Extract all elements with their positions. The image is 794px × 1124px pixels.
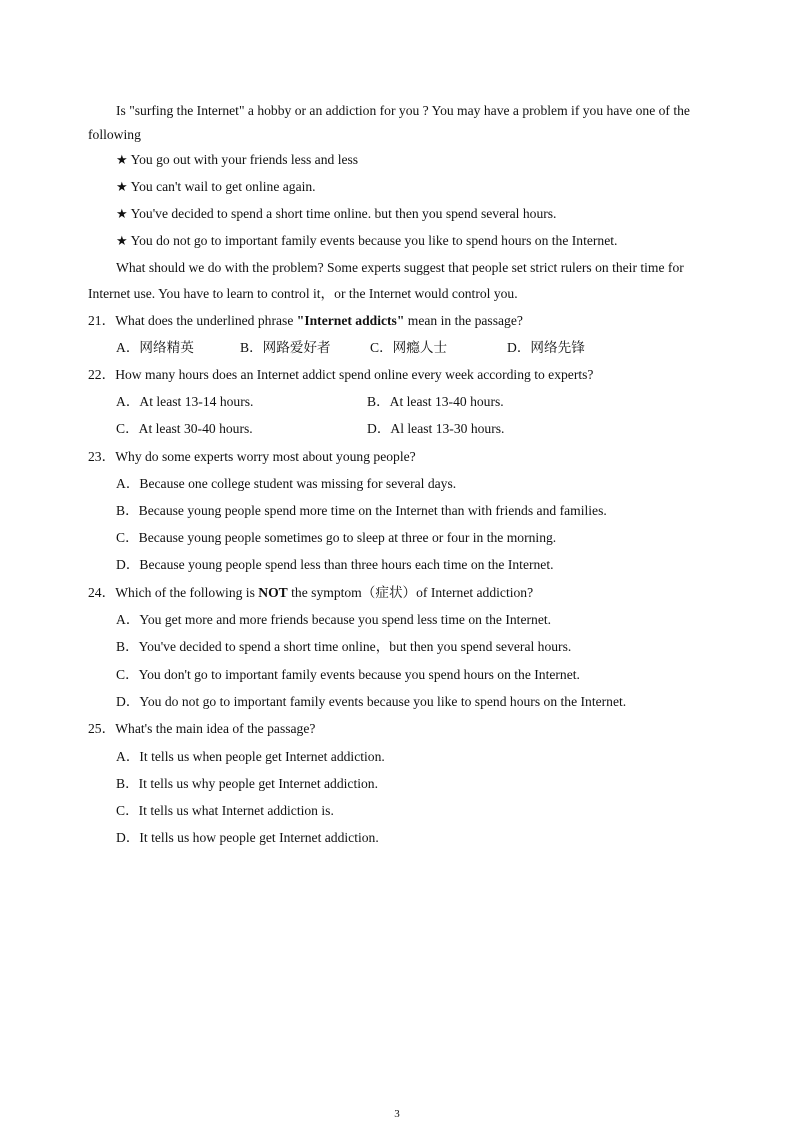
option-c[interactable]: C．网瘾人士 [370,340,448,355]
star-icon: ★ [116,207,128,222]
option-a[interactable]: A．网络精英 [116,340,194,355]
option-a[interactable]: A．It tells us when people get Internet addiction. [116,749,385,764]
question-21-options [116,339,716,357]
bullet-item [116,205,556,224]
bullet-item [116,151,358,170]
option-b[interactable]: B．You've decided to spend a short time online，but then you spend several hours. [116,639,572,654]
question-text: What does the underlined phrase [115,313,297,328]
option-b[interactable]: B．网路爱好者 [240,340,331,355]
bullet-text: You go out with your friends less and less [130,152,359,167]
passage-paragraph-1-line-2: following [88,127,141,142]
question-24 [88,584,533,602]
question-text-end: the symptom（症状）of Internet addiction? [287,585,534,600]
question-25 [88,720,315,738]
option-c[interactable]: C．Because young people sometimes go to sleep at three or four in the morning. [116,530,557,545]
option-d[interactable]: D．You do not go to important family events because you like to spend hours on the Internet. [116,694,627,709]
passage-paragraph-1-line-1: Is "surfing the Internet" a hobby or an addiction for you ? You may have a problem if you have one of the [116,103,690,118]
question-text: Which of the following is [115,585,259,600]
option-d[interactable]: D．网络先锋 [507,340,585,355]
option-a[interactable]: A．At least 13-14 hours. [116,394,254,409]
question-text: Why do some experts worry most about young people? [115,449,416,464]
option-d[interactable]: D．Al least 13-30 hours. [367,421,505,436]
option-d[interactable]: D．It tells us how people get Internet addiction. [116,830,379,845]
question-number: 24． [88,585,116,600]
option-b[interactable]: B．It tells us why people get Internet addiction. [116,776,378,791]
option-c[interactable]: C．At least 30-40 hours. [116,421,253,436]
bullet-text: You've decided to spend a short time online. but then you spend several hours. [130,206,557,221]
question-21 [88,312,523,330]
question-text: What's the main idea of the passage? [115,721,316,736]
question-text-end: mean in the passage? [404,313,523,328]
option-c[interactable]: C．You don't go to important family events because you spend hours on the Internet. [116,667,580,682]
question-22 [88,366,593,384]
passage-paragraph-2-line-2: Internet use. You have to learn to control it，or the Internet would control you. [88,286,518,301]
question-number: 22． [88,367,116,382]
bullet-item [116,178,316,197]
bullet-text: You do not go to important family events because you like to spend hours on the Internet. [130,233,618,248]
option-b[interactable]: B．At least 13-40 hours. [367,394,504,409]
question-text: How many hours does an Internet addict spend online every week according to experts? [115,367,594,382]
option-c[interactable]: C．It tells us what Internet addiction is. [116,803,334,818]
passage-paragraph-2-line-1: What should we do with the problem? Some experts suggest that people set strict rulers on their time for [116,260,684,275]
option-b[interactable]: B．Because young people spend more time on the Internet than with friends and families. [116,503,607,518]
option-a[interactable]: A．You get more and more friends because you spend less time on the Internet. [116,612,552,627]
bullet-item [116,232,617,251]
star-icon: ★ [116,153,128,168]
question-23 [88,448,416,466]
question-number: 23． [88,449,116,464]
question-bold-word: NOT [258,585,288,600]
star-icon: ★ [116,180,128,195]
question-number: 25． [88,721,116,736]
page-number: 3 [394,1108,400,1120]
star-icon: ★ [116,234,128,249]
option-a[interactable]: A．Because one college student was missing for several days. [116,476,457,491]
question-bold-phrase: "Internet addicts" [296,313,405,328]
option-d[interactable]: D．Because young people spend less than three hours each time on the Internet. [116,557,554,572]
question-number: 21． [88,313,116,328]
bullet-text: You can't wail to get online again. [130,179,316,194]
